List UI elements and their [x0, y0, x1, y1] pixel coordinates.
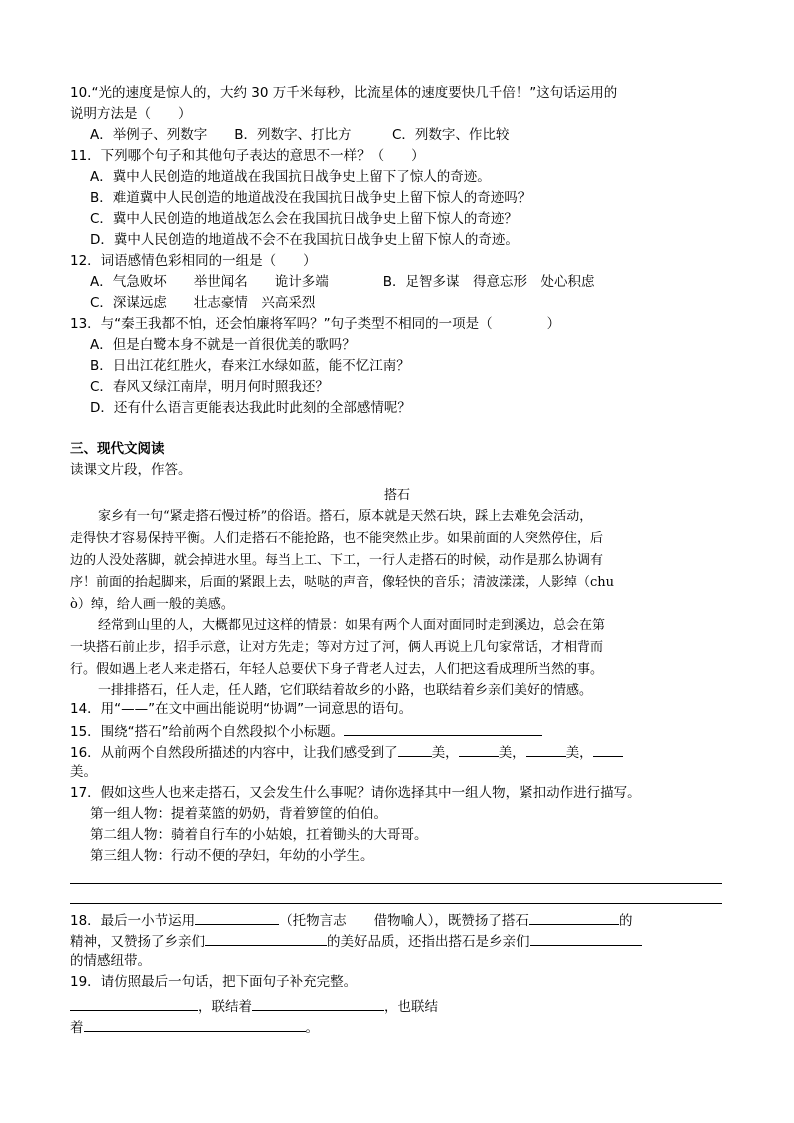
q17-group-2: 第二组人物：骑着自行车的小姑娘，扛着锄头的大哥哥。: [90, 827, 428, 843]
q10-options: A．举例子、列数字 B．列数字、打比方 C．列数字、作比较: [90, 127, 510, 143]
answer-blank[interactable]: [459, 742, 499, 757]
answer-blank[interactable]: [530, 931, 642, 946]
answer-blank[interactable]: [398, 742, 432, 757]
answer-blank[interactable]: [195, 910, 279, 925]
q19-line1: [70, 996, 438, 1016]
q13-option-d: D．还有什么语言更能表达我此时此刻的全部感情呢？: [90, 400, 411, 416]
passage-line: 行。假如遇上老人来走搭石，年轻人总要伏下身子背老人过去，人们把这看成理所当然的事。: [70, 662, 604, 677]
q16-line: [70, 742, 623, 762]
q18-text: 精神，又赞扬了乡亲们: [70, 934, 205, 950]
answer-blank[interactable]: [529, 910, 619, 925]
q18-text: （托物言志 借物喻人），既赞扬了搭石: [279, 913, 529, 929]
q16-word: 美，: [498, 745, 526, 761]
q12-option-c: C．深谋远虑 壮志豪情 兴高采烈: [90, 295, 316, 311]
passage-line: 序！前面的抬起脚来，后面的紧跟上去，哒哒的声音，像轻快的音乐；清波漾漾，人影绰（chu: [70, 575, 615, 590]
passage-line: 一块搭石前止步，招手示意，让对方先走；等对方过了河，俩人再说上几句家常话，才相背而: [70, 640, 604, 655]
q17-group-3: 第三组人物：行动不便的孕妇，年幼的小学生。: [90, 848, 374, 864]
q18-text: 18．最后一小节运用: [70, 913, 196, 929]
q12-options-ab: A．气急败坏 举世闻名 诡计多端 B．足智多谋 得意忘形 处心积虑: [90, 274, 595, 290]
q19-stem: 19．请仿照最后一句话，把下面句子补充完整。: [70, 974, 358, 990]
section-heading: 三、现代文阅读: [70, 441, 165, 457]
q15-stem: 15．围绕“搭石”给前两个自然段拟个小标题。: [70, 724, 345, 740]
q19-text: 着: [70, 1020, 84, 1036]
q18-line1: [70, 910, 632, 930]
q19-line2: [70, 1017, 319, 1037]
answer-line[interactable]: [70, 903, 722, 904]
q17-group-1: 第一组人物：提着菜篮的奶奶，背着箩筐的伯伯。: [90, 806, 387, 822]
answer-blank[interactable]: [84, 1017, 306, 1032]
q18-text: 的美好品质，还指出搭石是乡亲们: [327, 934, 530, 950]
answer-blank[interactable]: [205, 931, 327, 946]
q11-option-b: B．难道冀中人民创造的地道战没在我国抗日战争史上留下惊人的奇迹吗？: [90, 190, 532, 206]
passage-line: 一排排搭石，任人走，任人踏，它们联结着故乡的小路，也联结着乡亲们美好的情感。: [98, 683, 593, 698]
passage-line: 边的人没处落脚，就会掉进水里。每当上工、下工，一行人走搭石的时候，动作是那么协调有: [70, 553, 604, 568]
answer-line[interactable]: [70, 883, 722, 884]
q13-stem: 13．与“秦王我都不怕，还会怕廉将军吗？”句子类型不相同的一项是（ ）: [70, 316, 561, 332]
q18-line3: 的情感纽带。: [70, 953, 151, 969]
q10-stem-line1: 10.“光的速度是惊人的，大约 30 万千米每秒，比流星体的速度要快几千倍！”这句话运用的: [70, 85, 618, 101]
answer-blank[interactable]: [252, 996, 384, 1011]
q16-word: 美，: [565, 745, 593, 761]
q14-stem: 14．用“——”在文中画出能说明“协调”一词意思的语句。: [70, 701, 413, 717]
q16-word: 美，: [431, 745, 459, 761]
q15-line: [70, 721, 542, 741]
passage-line: 家乡有一句“紧走搭石慢过桥”的俗语。搭石，原本就是天然石块，踩上去难免会活动，: [98, 509, 593, 524]
q12-stem: 12．词语感情色彩相同的一组是（ ）: [70, 253, 317, 269]
q11-option-d: D．冀中人民创造的地道战不会不在我国抗日战争史上留下惊人的奇迹。: [90, 232, 519, 248]
passage-title: 搭石: [383, 488, 410, 503]
q13-option-a: A．但是白鹭本身不就是一首很优美的歌吗？: [90, 337, 356, 353]
section-instruction: 读课文片段，作答。: [70, 462, 192, 478]
q11-stem: 11．下列哪个句子和其他句子表达的意思不一样？（ ）: [70, 148, 425, 164]
q17-stem: 17．假如这些人也来走搭石，又会发生什么事呢？请你选择其中一组人物，紧扣动作进行描写。: [70, 785, 641, 801]
answer-blank[interactable]: [344, 721, 542, 736]
answer-blank[interactable]: [593, 742, 623, 757]
q18-text: 的: [618, 913, 633, 929]
q19-text: ，也联结: [384, 999, 438, 1015]
q16-stem: 16．从前两个自然段所描述的内容中，让我们感受到了: [70, 745, 398, 761]
q13-option-c: C．春风又绿江南岸，明月何时照我还？: [90, 379, 329, 395]
q19-text: ，联结着: [198, 999, 252, 1015]
q11-option-a: A．冀中人民创造的地道战在我国抗日战争史上留下了惊人的奇迹。: [90, 169, 491, 185]
q10-stem-line2: 说明方法是（ ）: [70, 106, 192, 122]
q19-text: 。: [305, 1020, 319, 1036]
passage-line: 走得快才容易保持平衡。人们走搭石不能抢路，也不能突然止步。如果前面的人突然停住，后: [70, 531, 604, 546]
answer-blank[interactable]: [70, 996, 198, 1011]
q11-option-c: C．冀中人民创造的地道战怎么会在我国抗日战争史上留下惊人的奇迹？: [90, 211, 518, 227]
q16-tail: 美。: [70, 764, 97, 780]
answer-blank[interactable]: [526, 742, 566, 757]
q13-option-b: B．日出江花红胜火，春来江水绿如蓝，能不忆江南？: [90, 358, 410, 374]
q18-line2: [70, 931, 642, 951]
passage-line: 经常到山里的人，大概都见过这样的情景：如果有两个人面对面同时走到溪边，总会在第: [98, 618, 606, 633]
passage-line: ò）绰，给人画一般的美感。: [70, 597, 234, 612]
